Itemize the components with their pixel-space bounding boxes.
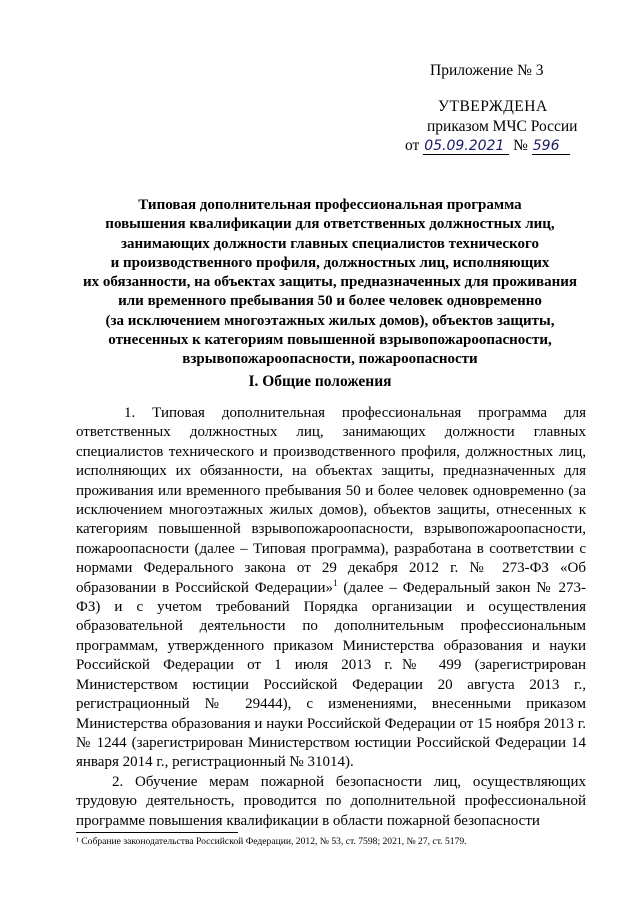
order-label: приказом МЧС России [427,118,578,135]
handwritten-number: 596 [532,138,570,155]
approved-label: УТВЕРЖДЕНА [438,98,548,115]
paragraph-1 [76,404,586,773]
section-heading: I. Общие положения [248,373,392,390]
handwritten-date: 05.09.2021 [423,138,509,155]
title-line: занимающих должности главных специалистов технического [121,235,539,252]
title-line: или временного пребывания 50 и более человек одновременно [118,293,542,310]
document-body [76,404,586,831]
order-date-line [405,137,570,155]
footnote: ¹ Собрание законодательства Российской Федерации, 2012, № 53, ст. 7598; 2021, № 27, ст. 5179. [76,836,467,847]
appendix-label: Приложение № 3 [430,62,544,79]
program-title [70,196,590,370]
title-line: Типовая дополнительная профессиональная программа [138,197,522,213]
date-prefix: от [405,137,420,154]
title-line: их обязанности, на объектах защиты, предназначенных для проживания [82,274,577,291]
title-line: взрывопожароопасности, пожароопасности [182,351,478,368]
paragraph-2: 2. Обучение мерам пожарной безопасности лиц, осуществляющих трудовую деятельность, проводится по дополнительной профессиональной программе повышения квалификации в области пожарной безопасности [76,773,586,829]
footnote-reference[interactable]: 1 [333,577,338,588]
footnote-divider [76,832,238,833]
number-prefix: № [513,137,528,154]
title-line: (за исключением многоэтажных жилых домов), объектов защиты, [105,312,555,329]
paragraph-1-continuation: (далее – Федеральный закон № 273-ФЗ) и с учетом требований Порядка организации и осуществления образовательной деятельности по дополнительным профессиональным программам, утвержденного приказом Министерства образования и науки Российской Федерации от 1 июля 2013 г.№ 499 (зарегистрирован Министерством юстиции Российской Федерации 20 августа 2013 г., регистрационный № 29444), с изменениями, внесенными приказом Министерства образования и науки Российской Федерации от 15 ноября 2013 г. № 1244 (зарегистрирован Министерством юстиции Российской Федерации 14 января 2014 г., регистрационный № 31014). [76,579,586,771]
title-line: и производственного профиля, должностных лиц, исполняющих [110,254,550,271]
paragraph-1-text: 1. Типовая дополнительная профессиональная программа для ответственных должностных лиц, занимающих должности главных специалистов технического и производственного профиля, должностных лиц, исполняющих их обязанности, на объектах защиты, предназначенных для проживания или временного пребывания 50 и более человек одновременно (за исключением многоэтажных жилых домов), объектов защиты, отнесенных к категориям повышенной взрывопожароопасности, взрывопожароопасности, пожароопасности (далее – Типовая программа), разработана в соответствии с нормами Федерального закона от 29 декабря 2012 г. № 273-ФЗ «Об образовании в Российской Федерации» [76,405,586,596]
title-line: повышения квалификации для ответственных должностных лиц, [105,216,555,233]
title-line: отнесенных к категориям повышенной взрывопожароопасности, [108,332,552,349]
